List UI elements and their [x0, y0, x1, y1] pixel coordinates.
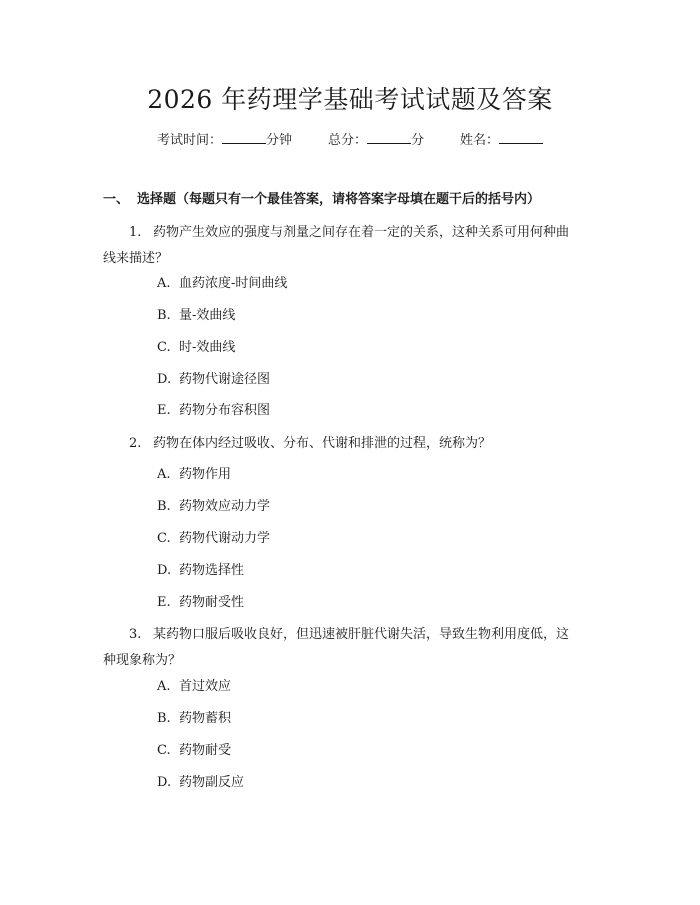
option-1c: C. 时-效曲线 — [157, 340, 236, 355]
name-blank — [499, 131, 543, 144]
time-unit: 分钟 — [265, 133, 292, 148]
section-heading — [103, 191, 540, 209]
question-stem: 某药物口服后吸收良好，但迅速被肝脏代谢失活，导致生物利用度低，这 — [153, 627, 570, 642]
option-2c: C. 药物代谢动力学 — [157, 531, 271, 546]
question-stem: 药物产生效应的强度与剂量之间存在着一定的关系，这种关系可用何种曲 — [153, 225, 570, 240]
option-1b: B. 量-效曲线 — [157, 308, 236, 323]
time-label: 考试时间： — [156, 133, 222, 148]
option-3b: B. 药物蓄积 — [157, 711, 232, 726]
question-stem: 药物在体内经过吸收、分布、代谢和排泄的过程，统称为？ — [153, 436, 492, 451]
score-label: 总分： — [327, 133, 367, 148]
option-1d: D. 药物代谢途径图 — [157, 372, 271, 387]
option-3a: A. 首过效应 — [157, 679, 232, 694]
option-2d: D. 药物选择性 — [157, 563, 245, 578]
score-unit: 分 — [411, 133, 425, 148]
question-number: 1. — [129, 225, 142, 240]
option-2a: A. 药物作用 — [157, 467, 232, 482]
question-1 — [103, 220, 603, 272]
section-text: 选择题（每题只有一个最佳答案，请将答案字母填在题干后的括号内） — [137, 192, 541, 207]
option-1a: A. 血药浓度-时间曲线 — [157, 276, 288, 291]
question-number: 2. — [129, 436, 142, 451]
option-3c: C. 药物耐受 — [157, 743, 232, 758]
section-number: 一、 — [103, 192, 130, 207]
exam-meta — [0, 131, 700, 150]
option-3d: D. 药物副反应 — [157, 775, 245, 790]
question-stem-cont: 种现象称为？ — [103, 653, 182, 668]
question-3 — [103, 622, 603, 674]
option-1e: E. 药物分布容积图 — [157, 403, 271, 418]
exam-title: 2026 年药理学基础考试试题及答案 — [147, 85, 553, 114]
question-2 — [103, 431, 603, 457]
time-blank — [222, 131, 266, 144]
question-stem-cont: 线来描述？ — [103, 251, 169, 266]
name-label: 姓名： — [460, 133, 500, 148]
option-2e: E. 药物耐受性 — [157, 595, 245, 610]
question-number: 3. — [129, 627, 142, 642]
option-2b: B. 药物效应动力学 — [157, 499, 271, 514]
score-blank — [367, 131, 411, 144]
